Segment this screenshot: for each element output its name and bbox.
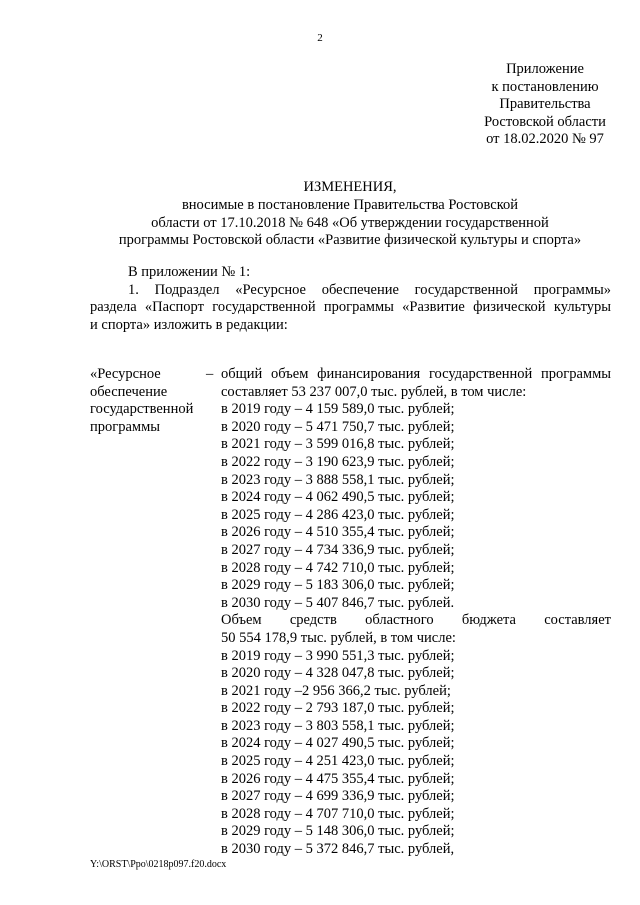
regional-year-item: в 2022 году – 2 793 187,0 тыс. рублей;: [221, 700, 455, 717]
appendix-line: Ростовской области: [484, 113, 606, 130]
regional-year-item: в 2021 году –2 956 366,2 тыс. рублей;: [221, 682, 451, 699]
total-year-item: в 2021 году – 3 599 016,8 тыс. рублей;: [221, 436, 455, 453]
regional-year-item: в 2030 году – 5 372 846,7 тыс. рублей,: [221, 841, 455, 858]
intro-paragraph: [90, 264, 611, 334]
title-line: программы Ростовской области «Развитие физической культуры и спорта»: [118, 232, 582, 249]
total-year-item: в 2022 году – 3 190 623,9 тыс. рублей;: [221, 453, 455, 470]
total-year-item: в 2024 году – 4 062 490,5 тыс. рублей;: [221, 489, 455, 506]
total-funding-line: составляет 53 237 007,0 тыс. рублей, в том числе:: [221, 383, 527, 400]
footer-file-path: Y:\ORST\Ppo\0218p097.f20.docx: [90, 859, 227, 870]
total-year-item: в 2025 году – 4 286 423,0 тыс. рублей;: [221, 506, 455, 523]
regional-funding-line: Объем средств областного бюджета составляет: [221, 612, 611, 629]
total-year-item: в 2026 году – 4 510 355,4 тыс. рублей;: [221, 524, 455, 541]
title-heading: ИЗМЕНЕНИЯ,: [303, 179, 397, 195]
passport-label-line: «Ресурсное: [90, 366, 161, 382]
total-year-item: в 2020 году – 5 471 750,7 тыс. рублей;: [221, 418, 455, 435]
total-year-item: в 2027 году – 4 734 336,9 тыс. рублей;: [221, 541, 455, 558]
total-year-item: в 2029 году – 5 183 306,0 тыс. рублей;: [221, 577, 455, 594]
regional-year-item: в 2029 году – 5 148 306,0 тыс. рублей;: [221, 823, 455, 840]
appendix-block: [440, 61, 640, 149]
regional-year-item: в 2024 году – 4 027 490,5 тыс. рублей;: [221, 735, 455, 752]
regional-year-item: в 2027 году – 4 699 336,9 тыс. рублей;: [221, 788, 455, 805]
passport-dash: –: [206, 366, 214, 382]
total-year-item: в 2030 году – 5 407 846,7 тыс. рублей.: [221, 594, 455, 611]
appendix-line: к постановлению: [491, 78, 599, 95]
passport-label-line: обеспечение: [90, 383, 168, 400]
regional-year-item: в 2028 году – 4 707 710,0 тыс. рублей;: [221, 805, 455, 822]
title-line: вносимые в постановление Правительства Ростовской: [181, 196, 519, 213]
intro-line: раздела «Паспорт государственной программы «Развитие физической культуры: [90, 299, 611, 315]
regional-year-item: в 2023 году – 3 803 558,1 тыс. рублей;: [221, 717, 455, 734]
regional-year-item: в 2026 году – 4 475 355,4 тыс. рублей;: [221, 770, 455, 787]
page-number: 2: [317, 32, 323, 44]
intro-line: 1. Подраздел «Ресурсное обеспечение государственной программы»: [128, 281, 611, 298]
total-year-item: в 2019 году – 4 159 589,0 тыс. рублей;: [221, 401, 455, 418]
appendix-line: Приложение: [506, 61, 584, 77]
regional-year-item: в 2025 году – 4 251 423,0 тыс. рублей;: [221, 753, 455, 770]
total-year-item: в 2028 году – 4 742 710,0 тыс. рублей;: [221, 559, 455, 576]
title-line: области от 17.10.2018 № 648 «Об утверждении государственной: [151, 214, 549, 231]
regional-year-item: в 2020 году – 4 328 047,8 тыс. рублей;: [221, 665, 455, 682]
regional-funding-line: 50 554 178,9 тыс. рублей, в том числе:: [221, 629, 456, 646]
document-title: [90, 179, 610, 250]
appendix-line: от 18.02.2020 № 97: [486, 131, 604, 148]
passport-label-line: программы: [90, 418, 160, 435]
regional-year-item: в 2019 году – 3 990 551,3 тыс. рублей;: [221, 647, 455, 664]
appendix-line: Правительства: [499, 96, 591, 113]
total-funding-line: общий объем финансирования государственной программы: [221, 366, 611, 382]
passport-label-line: государственной: [90, 401, 194, 418]
passport-label: [90, 366, 210, 436]
total-year-item: в 2023 году – 3 888 558,1 тыс. рублей;: [221, 471, 455, 488]
passport-values: [221, 366, 611, 859]
intro-line: и спорта» изложить в редакции:: [90, 316, 288, 333]
intro-line: В приложении № 1:: [128, 264, 251, 280]
